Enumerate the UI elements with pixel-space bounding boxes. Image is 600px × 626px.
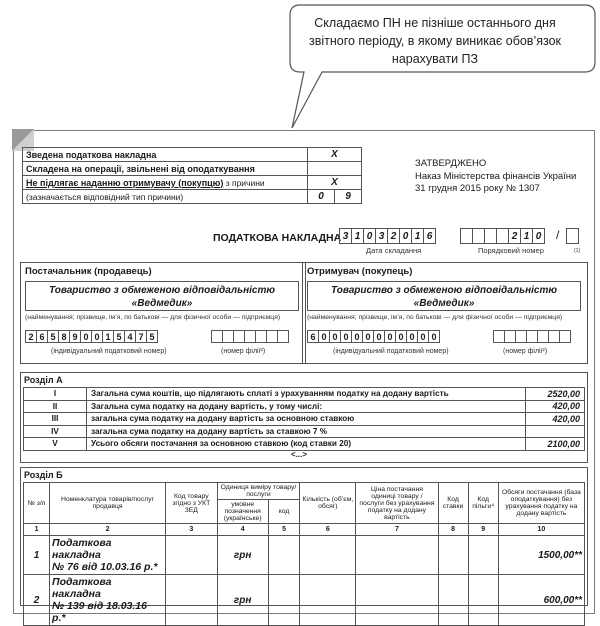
approval-stamp [415,158,576,196]
row-label: загальна сума податку на додану вартість за основною ставкою [87,413,526,426]
invoice-title: ПОДАТКОВА НАКЛАДНА [213,232,342,244]
ipn-digit: 0 [351,330,363,343]
item-name-line-1: Податкова накладна [52,576,112,600]
table-row [24,536,585,575]
seller-branch [211,330,288,343]
row-num: II [24,400,87,413]
item-name [50,575,166,626]
item-num: 1 [24,536,50,575]
section-a [20,372,588,463]
ipn-digit: 0 [373,330,385,343]
reason-code-digit-2: 9 [335,190,362,204]
col-number: 5 [268,524,300,536]
date-digit: 1 [351,228,364,244]
buyer-branch [493,330,570,343]
col-header-unit-code: код [268,500,300,524]
seller-branch-caption: (номер філії²) [221,348,266,355]
ipn-digit: 6 [307,330,319,343]
invoice-number-suffix [566,228,578,244]
ipn-digit: 0 [428,330,440,343]
ipn-digit: 5 [113,330,125,343]
row-value: 2520,00 [526,388,585,401]
seller-name-box [25,281,299,311]
section-a-row [24,388,585,401]
row-value: 420,00 [526,413,585,426]
col-header-quantity: Кількість (об’єм, обсяг) [300,483,356,524]
section-a-title: Розділ А [24,375,63,385]
row-label: Загальна сума податку на додану вартість, у тому числі: [87,400,526,413]
number-digit: 1 [520,228,533,244]
col-header-goods: Номенклатура товарів/послуг продавця [50,483,166,524]
date-digit: 2 [387,228,400,244]
col-number: 7 [356,524,438,536]
seller-ipn-caption: (індивідуальний податковий номер) [51,348,167,355]
ipn-digit: 0 [318,330,330,343]
buyer-name-line-2: «Ведмедик» [413,298,475,309]
col-number: 6 [300,524,356,536]
option-consolidated-label: Зведена податкова накладна [23,148,308,162]
col-header-amount: Обсяги постачання (база оподаткування) без урахування податку на додану вартість [498,483,584,524]
item-name-line-1: Податкова накладна [52,537,112,561]
row-label: загальна сума податку на додану вартість за ставкою 7 % [87,425,526,438]
ipn-digit: 7 [135,330,147,343]
item-name-line-2: № 139 від 18.03.16 р.* [52,600,147,624]
item-unit-code [268,536,300,575]
number-suffix-cell [566,228,579,244]
option-reason-label: (зазначається відповідний тип причини) [23,190,308,204]
section-b-table [23,482,585,626]
ipn-digit: 5 [146,330,158,343]
ipn-digit: 0 [395,330,407,343]
col-header-rate: Код ставки [438,483,468,524]
ipn-digit: 0 [362,330,374,343]
row-value: 420,00 [526,400,585,413]
section-a-ellipsis: <...> [291,450,308,459]
ipn-digit: 0 [417,330,429,343]
section-a-row [24,413,585,426]
ipn-digit: 8 [58,330,70,343]
col-header-num: № з/п [24,483,50,524]
col-header-code: Код товару згідно з УКТ ЗЕД [166,483,218,524]
row-num: I [24,388,87,401]
date-digit: 1 [411,228,424,244]
seller-ipn [25,330,157,343]
ipn-digit: 9 [69,330,81,343]
item-amount: 1500,00** [498,536,584,575]
date-digit: 6 [423,228,436,244]
item-code [166,536,218,575]
row-num: III [24,413,87,426]
invoice-number-slash: / [556,228,560,242]
option-consolidated-mark: X [308,148,362,162]
date-digit: 3 [339,228,352,244]
ipn-digit: 0 [80,330,92,343]
option-not-issued-bold: Не підлягає наданню отримувачу (покупцю) [26,177,224,188]
item-code [166,575,218,626]
branch-cell [559,330,571,343]
row-value [526,425,585,438]
option-not-issued-rest: з причини [223,177,265,188]
col-header-benefit: Код пільги⁴ [468,483,498,524]
item-unit: грн [217,536,268,575]
row-label: Загальна сума коштів, що підлягають сплаті з урахуванням податку на додану вартість [87,388,526,401]
row-label: Усього обсяги постачання за основною ставкою (код ставки 20) [87,438,526,451]
number-digit: 2 [508,228,521,244]
invoice-footnote-mark: (1) [574,248,581,254]
seller-name-note: (найменування; прізвище, ім’я, по батькові — для фізичної особи — підприємця) [25,314,281,321]
item-name [50,536,166,575]
invoice-number-caption: Порядковий номер [478,246,544,255]
section-b [20,467,588,624]
date-digit: 3 [375,228,388,244]
row-num: V [24,438,87,451]
row-num: IV [24,425,87,438]
section-a-row [24,400,585,413]
item-rate [438,575,468,626]
col-number: 8 [438,524,468,536]
item-amount: 600,00** [498,575,584,626]
seller-label: Постачальник (продавець) [25,266,152,277]
ipn-digit: 0 [329,330,341,343]
col-number: 2 [50,524,166,536]
seller-name-line-2: «Ведмедик» [131,298,193,309]
buyer-ipn-caption: (індивідуальний податковий номер) [333,348,449,355]
item-num: 2 [24,575,50,626]
ipn-digit: 1 [102,330,114,343]
option-not-issued-label [23,176,308,190]
ipn-digit: 5 [47,330,59,343]
approval-line-1: ЗАТВЕРДЖЕНО [415,158,487,169]
col-header-price: Ціна постачання одиниці товару / послуги без урахування податку на додану вартість [356,483,438,524]
col-number: 1 [24,524,50,536]
buyer-branch-caption: (номер філії²) [503,348,548,355]
ipn-digit: 4 [124,330,136,343]
item-name-line-2: № 76 від 10.03.16 р.* [52,561,158,573]
option-exempt-label: Складена на операції, звільнені від оподаткування [23,162,308,176]
section-b-title: Розділ Б [24,470,63,480]
buyer-name-note: (найменування; прізвище, ім’я, по батькові — для фізичної особи — підприємця) [307,314,563,321]
ipn-digit: 6 [36,330,48,343]
item-unit: грн [217,575,268,626]
item-price [356,536,438,575]
invoice-number [460,228,544,244]
item-price [356,575,438,626]
approval-line-2: Наказ Міністерства фінансів України [415,170,577,182]
ipn-digit: 0 [384,330,396,343]
col-number: 10 [498,524,584,536]
speech-bubble-text: Складаємо ПН не пізніше останнього дня звітного періоду, в якому виникає обов’язок нарахувати ПЗ [308,16,562,66]
ipn-digit: 2 [25,330,37,343]
buyer-name-box [307,281,581,311]
col-number: 4 [217,524,268,536]
col-number: 3 [166,524,218,536]
seller-block [20,262,306,364]
reason-code-digit-1: 0 [308,190,335,204]
invoice-date-caption: Дата складання [366,246,422,255]
section-a-row [24,425,585,438]
row-value: 2100,00 [526,438,585,451]
ipn-digit: 0 [340,330,352,343]
number-digit: 0 [532,228,545,244]
column-number-row [24,524,585,536]
ipn-digit: 0 [406,330,418,343]
section-a-table [23,387,585,451]
ipn-digit: 0 [91,330,103,343]
buyer-ipn [307,330,439,343]
buyer-block [302,262,588,364]
seller-name-line-1: Товариство з обмеженою відповідальністю [48,285,275,296]
section-a-row [24,438,585,451]
buyer-label: Отримувач (покупець) [307,266,413,277]
buyer-name-line-1: Товариство з обмеженою відповідальністю [330,285,557,296]
col-header-unit-name: умовне позначення (українське) [217,500,268,524]
branch-cell [277,330,289,343]
item-benefit [468,575,498,626]
invoice-date [339,228,435,244]
table-row [24,575,585,626]
item-quantity [300,575,356,626]
approval-line-3: 31 грудня 2015 року № 1307 [415,183,540,194]
item-quantity [300,536,356,575]
item-unit-code [268,575,300,626]
date-digit: 0 [363,228,376,244]
invoice-options-table [22,147,362,204]
item-benefit [468,536,498,575]
date-digit: 0 [399,228,412,244]
col-number: 9 [468,524,498,536]
col-header-unit-group: Одиниця виміру товару/ послуги [217,483,300,500]
option-exempt-mark [308,162,362,176]
item-rate [438,536,468,575]
option-not-issued-mark: X [308,176,362,190]
